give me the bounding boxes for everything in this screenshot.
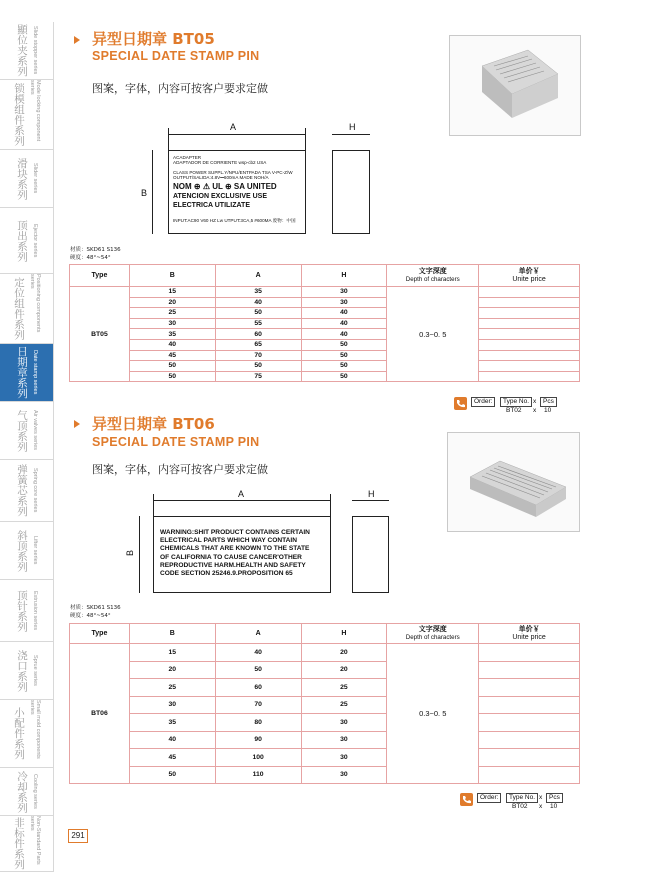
price-cell [479, 329, 580, 340]
sidebar-item-spring-core[interactable]: 弹簧芯系列 Spring core series [0, 460, 54, 522]
section-title-cn: 异型日期章 BT06 [92, 415, 215, 433]
table-row: 30 55 40 [70, 318, 580, 329]
header-h: H [301, 624, 387, 644]
table-row: 40 90 30 [70, 731, 580, 749]
table-row: 50 75 50 [70, 371, 580, 382]
sidebar-item-date-stamp[interactable]: 日期章系列 Date stamp series [0, 344, 54, 402]
table-header-row [70, 265, 580, 287]
dimension-h-label: H [368, 489, 375, 499]
plate-line: ATENCION EXCLUSIVE USE ELECTRICA UTILIZATE [173, 192, 267, 209]
depth-cell: 0.3~0. 5 [387, 644, 479, 784]
section-description: 图案，字体，内容可按客户要求定做 [92, 463, 268, 476]
order-label: Order: [471, 397, 495, 407]
plate-line: NOM ⊕ ⚠ UL ⊕ SA UNITED [173, 181, 277, 191]
header-b: B [129, 624, 215, 644]
header-price: 单价￥ Unite price [479, 624, 580, 644]
table-row: 40 65 50 [70, 339, 580, 350]
price-cell [479, 308, 580, 319]
sidebar-nav [0, 22, 54, 870]
order-pcs: Pcs [546, 793, 563, 803]
sidebar-item-slider[interactable]: 滑块系列 Slider series [0, 150, 54, 208]
dimension-a-tick-right [305, 128, 306, 150]
price-cell [479, 731, 580, 749]
order-type-no: Type No. [506, 793, 538, 803]
header-type: Type [70, 624, 130, 644]
table-row: 50 110 30 [70, 766, 580, 784]
header-price: 单价￥ Unite price [479, 265, 580, 287]
sidebar-item-positioning[interactable]: 定位组件系列 Positioning components series [0, 274, 54, 344]
table-row: 30 70 25 [70, 696, 580, 714]
sidebar-item-mode-locking[interactable]: 锁模组件系列 Mode locking component series [0, 80, 54, 150]
header-type: Type [70, 265, 130, 287]
dimension-b-label: B [141, 188, 148, 198]
order-example-qty: 10 [544, 407, 552, 414]
order-info: Order: Type No. x Pcs BT02 x 10 [460, 793, 570, 813]
table-row: 20 40 30 [70, 297, 580, 308]
spec-table-bt06 [69, 623, 580, 784]
dimension-h-label: H [349, 122, 356, 132]
table-row: 50 50 50 [70, 361, 580, 372]
plate-line: OUTPUT/SALIDA:4.8V⎓600mA MADE NOH/A [173, 175, 269, 181]
dimension-h-line [352, 500, 389, 501]
header-a: A [215, 624, 301, 644]
table-row: 25 60 25 [70, 679, 580, 697]
price-cell [479, 766, 580, 784]
order-example-type: BT02 [512, 803, 528, 810]
price-cell [479, 714, 580, 732]
dimension-a-tick-left [153, 494, 154, 516]
dimension-a-label: A [238, 489, 245, 499]
price-cell [479, 318, 580, 329]
dimension-a-label: A [230, 122, 237, 132]
table-row: 45 100 30 [70, 749, 580, 767]
sidebar-item-sprue[interactable]: 浇口系列 Sprue series [0, 642, 54, 700]
order-pcs: Pcs [540, 397, 557, 407]
dimension-a-tick-right [330, 494, 331, 516]
type-cell: BT06 [70, 644, 130, 784]
header-b: B [129, 265, 215, 287]
plate-line: CODE SECTION 25246.9.PROPOSITION 65 [160, 570, 293, 578]
price-cell [479, 287, 580, 298]
sidebar-item-cooling[interactable]: 冷却系列 Cooling series [0, 768, 54, 816]
price-cell [479, 696, 580, 714]
sidebar-item-slide-stopper[interactable]: 顯位夹系列 Slide stopper series [0, 22, 54, 80]
product-photo [449, 35, 581, 136]
sidebar-item-extrusion[interactable]: 顶针系列 Extrusion series [0, 580, 54, 642]
material-spec: 材质：SKD61 S136 硬度：48°~54° [70, 605, 121, 619]
price-cell [479, 749, 580, 767]
dimension-a-line [153, 500, 331, 501]
price-cell [479, 644, 580, 662]
table-row: 20 50 20 [70, 661, 580, 679]
plate-line: ELECTRICAL PARTS WHICH WAY CONTAIN [160, 537, 298, 545]
stamp-plate-drawing [153, 516, 331, 593]
plate-line: ACADAPTER [173, 155, 202, 160]
header-a: A [215, 265, 301, 287]
order-info: Order: Type No. x Pcs BT02 x 10 [454, 397, 564, 417]
table-header-row [70, 624, 580, 644]
product-photo [447, 432, 580, 532]
material-spec: 材质：SKD61 S136 硬度：48°~54° [70, 247, 121, 261]
sidebar-item-air-valves[interactable]: 气顶系列 Air valves series [0, 402, 54, 460]
dimension-b-label: B [125, 549, 136, 557]
dimension-h-line [332, 134, 370, 135]
order-type-no: Type No. [500, 397, 532, 407]
dimension-b-line [152, 150, 153, 234]
depth-cell: 0.3~0. 5 [387, 287, 479, 382]
sidebar-item-small-components[interactable]: 小配件系列 Small mold components series [0, 700, 54, 768]
price-cell [479, 371, 580, 382]
spec-table-bt05 [69, 264, 580, 382]
dimension-a-line [168, 134, 306, 135]
price-cell [479, 679, 580, 697]
section-arrow-icon [74, 420, 80, 428]
order-example-type: BT02 [506, 407, 522, 414]
plate-line: ADAPTADOR DE CORRIENTE wsp-cb2 USA [173, 160, 267, 166]
plate-line: CLASS POWER SUPPL.Y/NPU/ENTPADA TSA V-PC-Z/W [173, 169, 293, 175]
section-description: 图案，字体，内容可按客户要求定做 [92, 82, 268, 95]
plate-line: CHEMICALS THAT ARE KNOWN TO THE STATE [160, 545, 310, 553]
stamp-plate-drawing [168, 150, 306, 234]
price-cell [479, 350, 580, 361]
page-number: 291 [68, 829, 88, 843]
header-depth: 文字深度 Depth of characters [387, 624, 479, 644]
stamp-side-view [332, 150, 370, 234]
price-cell [479, 361, 580, 372]
header-h: H [301, 265, 387, 287]
section-title-cn: 异型日期章 BT05 [92, 30, 215, 48]
plate-line: REPRODUCTIVE HARM.HEALTH AND SAFETY [160, 561, 306, 569]
section-arrow-icon [74, 36, 80, 44]
sidebar-item-lifter[interactable]: 斜顶系列 Lifter series [0, 522, 54, 580]
stamp-side-view [352, 516, 389, 593]
dimension-a-tick-left [168, 128, 169, 150]
table-row: 35 60 40 [70, 329, 580, 340]
section-title-en: SPECIAL DATE STAMP PIN [92, 435, 260, 449]
section-title-en: SPECIAL DATE STAMP PIN [92, 49, 260, 63]
order-example-qty: 10 [550, 803, 558, 810]
table-row: 25 50 40 [70, 308, 580, 319]
price-cell [479, 297, 580, 308]
table-row: 35 80 30 [70, 714, 580, 732]
price-cell [479, 661, 580, 679]
sidebar-item-ejector[interactable]: 顶出系列 Ejector series [0, 208, 54, 274]
table-row: 45 70 50 [70, 350, 580, 361]
phone-order-icon [454, 397, 467, 410]
plate-line: OF CALIFORNIA TO CAUSE CANCER'OTHER [160, 553, 302, 561]
sidebar-item-non-standard[interactable]: 非标件系列 Non-Standard Parts series [0, 816, 54, 872]
dimension-b-line [139, 516, 140, 593]
plate-line: INPUT:AC90 V60 HZ Lw UTPUT:3CA,5 #600MA 废物：中国 [173, 217, 296, 223]
phone-order-icon [460, 793, 473, 806]
order-label: Order: [477, 793, 501, 803]
header-depth: 文字深度 Depth of characters [387, 265, 479, 287]
type-cell: BT05 [70, 287, 130, 382]
price-cell [479, 339, 580, 350]
table-row: BT05 15 35 30 0.3~0. 5 [70, 287, 580, 298]
plate-line: WARNING:SHIT PRODUCT CONTAINS CERTAIN [160, 529, 310, 536]
table-row: BT06 15 40 20 0.3~0. 5 [70, 644, 580, 662]
